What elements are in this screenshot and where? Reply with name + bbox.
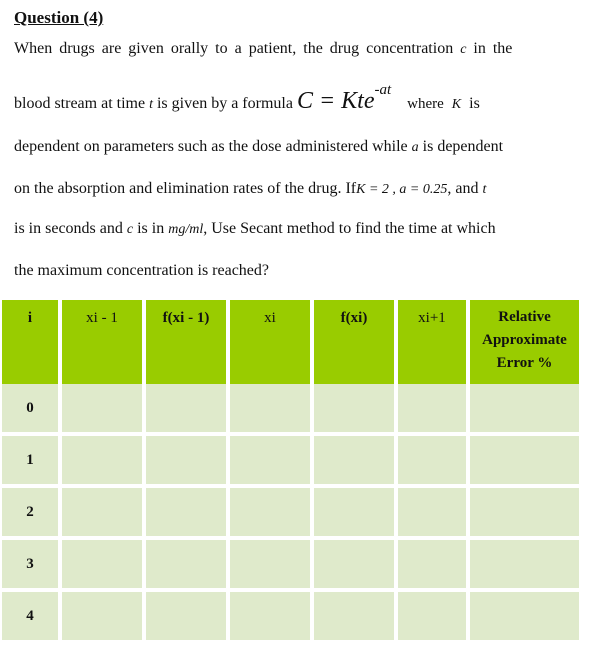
cell[interactable] [146,384,228,436]
header-xi-1: xi - 1 [62,300,144,384]
cell[interactable] [398,540,468,592]
cell[interactable] [314,540,396,592]
cell[interactable] [470,436,581,488]
header-fxi-1: f(xi - 1) [146,300,228,384]
row-index: 2 [2,488,60,540]
cell[interactable] [146,592,228,644]
paragraph-line-2: blood stream at time t is given by a formula C = Kte$^{-at}$ where K is [14,81,480,114]
row-index: 0 [2,384,60,436]
cell[interactable] [62,540,144,592]
header-i: i [2,300,60,384]
table-row [2,436,581,488]
cell[interactable] [62,436,144,488]
paragraph-line-3: dependent on parameters such as the dose administered while a is dependent [14,138,504,155]
cell[interactable] [314,384,396,436]
header-fxi: f(xi) [314,300,396,384]
cell[interactable] [314,488,396,540]
cell[interactable] [398,488,468,540]
row-index: 3 [2,540,60,592]
cell[interactable] [470,384,581,436]
question-title: Question (4) [14,8,104,27]
cell[interactable] [398,436,468,488]
paragraph-line-4: on the absorption and elimination rates of the drug. IfK = 2 , a = 0.25, and t [14,180,487,197]
table-row [2,540,581,592]
cell[interactable] [470,592,581,644]
cell[interactable] [314,592,396,644]
table-row [2,592,581,644]
cell[interactable] [146,436,228,488]
header-xi+1: xi+1 [398,300,468,384]
cell[interactable] [62,488,144,540]
formula: C = Kte [296,88,375,114]
header-error: Relative Approximate Error % [470,300,581,384]
table-row [2,488,581,540]
cell[interactable] [470,488,581,540]
table-row [2,384,581,436]
cell[interactable] [230,488,312,540]
cell[interactable] [470,540,581,592]
cell[interactable] [398,592,468,644]
cell[interactable] [230,436,312,488]
cell[interactable] [230,384,312,436]
paragraph-line-1: When drugs are given orally to a patient, the drug concentration c in the [14,40,513,57]
cell[interactable] [230,540,312,592]
paragraph-line-6: the maximum concentration is reached? [14,262,270,279]
cell[interactable] [398,384,468,436]
header-xi: xi [230,300,312,384]
secant-table [0,300,583,644]
cell[interactable] [314,436,396,488]
cell[interactable] [62,592,144,644]
paragraph-line-5: is in seconds and c is in mg/ml, Use Secant method to find the time at which [14,220,496,237]
row-index: 1 [2,436,60,488]
cell[interactable] [230,592,312,644]
cell[interactable] [146,488,228,540]
cell[interactable] [62,384,144,436]
row-index: 4 [2,592,60,644]
cell[interactable] [146,540,228,592]
table-header [2,300,581,384]
